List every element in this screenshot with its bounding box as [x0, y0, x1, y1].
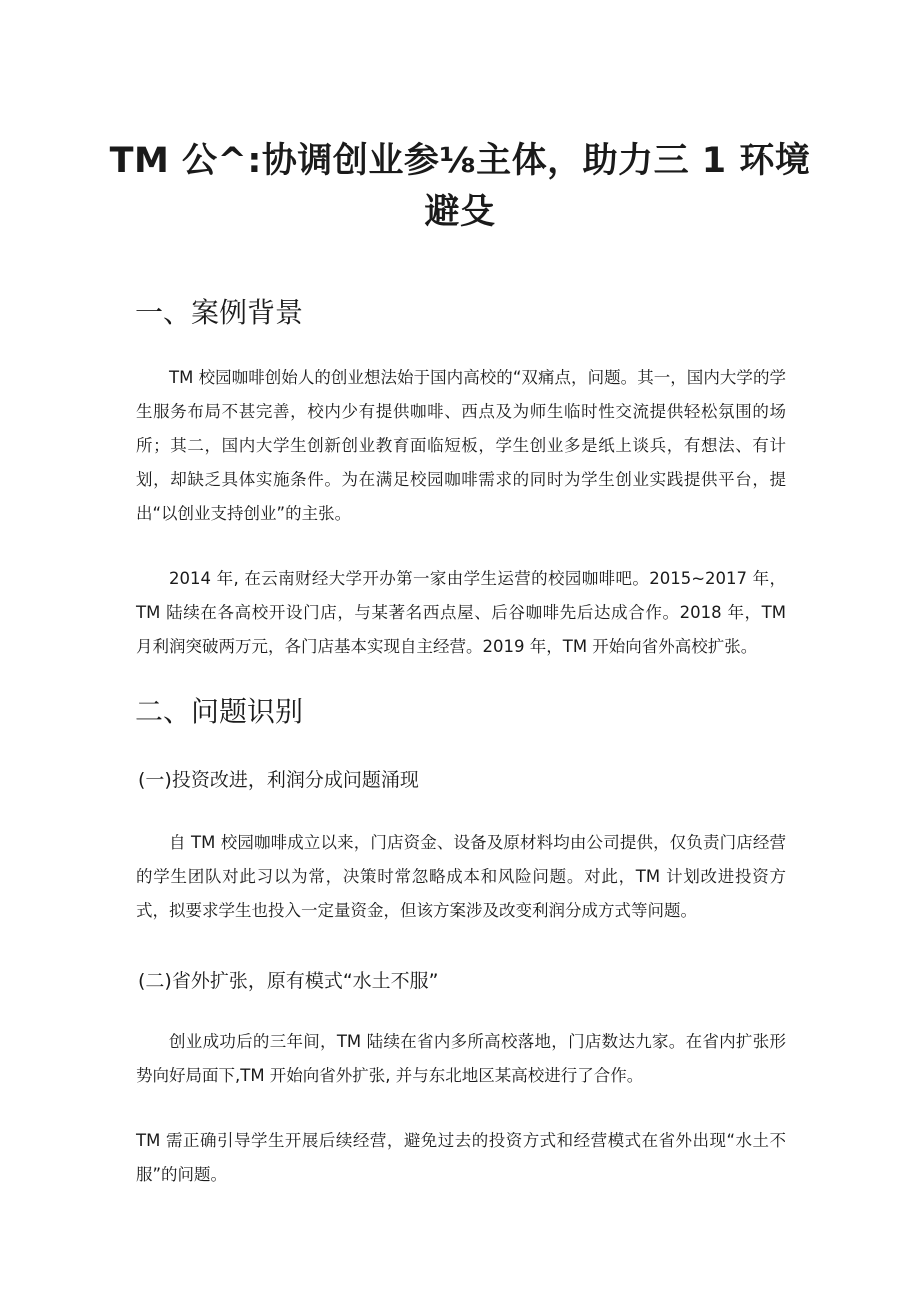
- paragraph-background-1: TM 校园咖啡创始人的创业想法始于国内高校的“双痛点，问题。其一，国内大学的学生服务布局不甚完善，校内少有提供咖啡、西点及为师生临时性交流提供轻松氛围的场所；其二，国内大学生创新创业教育面临短板，学生创业多是纸上谈兵，有想法、有计划，却缺乏具体实施条件。为在满足校园咖啡需求的同时为学生创业实践提供平台，提出“以创业支持创业”的主张。: [136, 368, 786, 523]
- subsection-heading-expansion: (二)省外扩张，原有模式“水土不服”: [138, 970, 439, 992]
- paragraph-background-2: 2014 年, 在云南财经大学开办第一家由学生运营的校园咖啡吧。2015~2017 年，TM 陆续在各高校开设门店，与某著名西点屋、后谷咖啡先后达成合作。2018 年，TM 月利润突破两万元，各门店基本实现自主经营。2019 年，TM 开始向省外高校扩张。: [136, 569, 786, 656]
- paragraph-expansion-2: TM 需正确引导学生开展后续经营，避免过去的投资方式和经营模式在省外出现“水土不服”的问题。: [136, 1131, 786, 1184]
- document-title-line-2: 避殳: [424, 192, 496, 232]
- document-title-line-1: TM 公^:协调创业参⅛主体，助力三 1 环境: [109, 141, 811, 181]
- paragraph-investment: 自 TM 校园咖啡成立以来，门店资金、设备及原材料均由公司提供，仅负责门店经营的学生团队对此习以为常，决策时常忽略成本和风险问题。对此，TM 计划改进投资方式，拟要求学生也投入一定量资金，但该方案涉及改变利润分成方式等问题。: [136, 833, 786, 920]
- section-heading-problems: 二、问题识别: [135, 695, 304, 728]
- subsection-heading-investment: (一)投资改进，利润分成问题涌现: [138, 769, 419, 791]
- section-heading-background: 一、案例背景: [135, 296, 304, 329]
- paragraph-expansion-1: 创业成功后的三年间，TM 陆续在省内多所高校落地，门店数达九家。在省内扩张形势向好局面下,TM 开始向省外扩张, 并与东北地区某高校进行了合作。: [136, 1032, 786, 1085]
